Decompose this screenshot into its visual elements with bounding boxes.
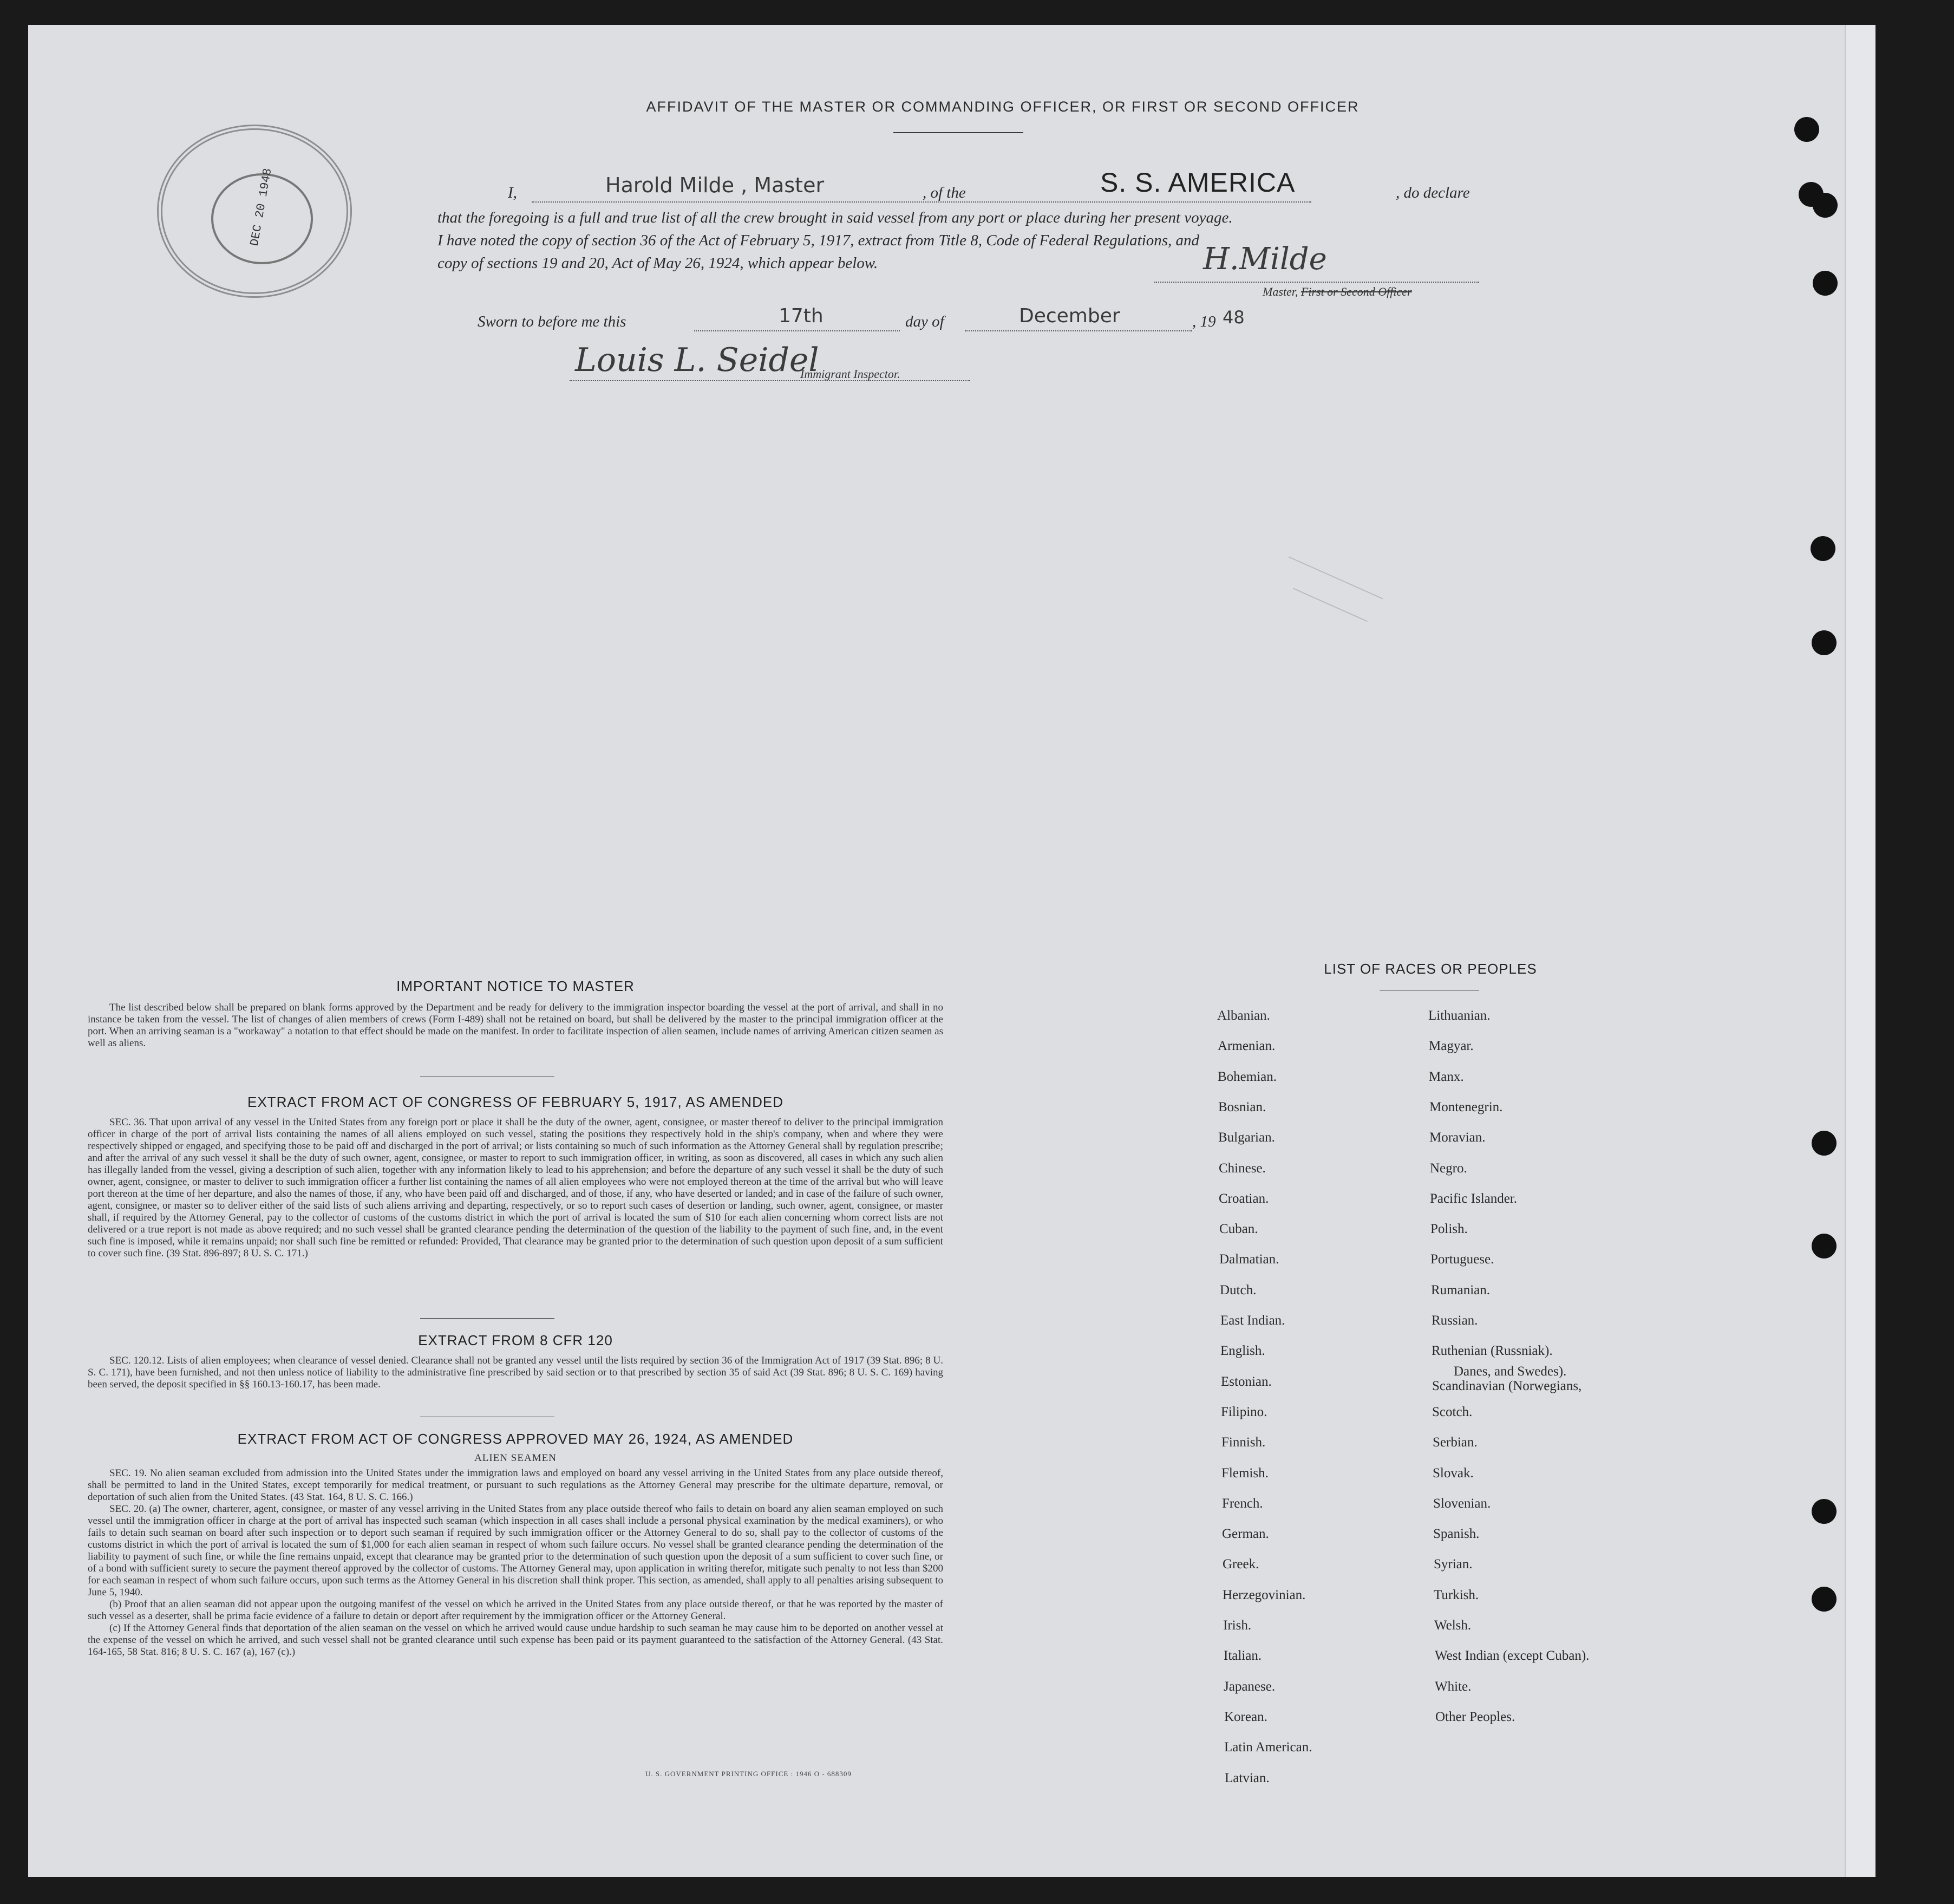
punch-hole [1812,1131,1837,1156]
punch-hole [1813,271,1838,296]
race-item: Armenian. [1218,1039,1276,1053]
race-item: Lithuanian. [1428,1008,1491,1023]
master-signature: H.Milde [1203,242,1327,277]
sworn-month: December [1019,305,1120,327]
race-item: Manx. [1429,1070,1464,1084]
race-item: Japanese. [1224,1679,1276,1694]
extract-8cfr-paragraph: SEC. 120.12. Lists of alien employees; when clearance of vessel denied. Clearance shall not be granted any vessel until the lists required by section 36 of the Immigration Act of 1917 (39 Stat. 896; 8 U. S. C. 171), have been furnished, and not then unless notice of liability to the administrative fine prescribed by said section or to that prescribed by section 35 of said Act (39 Stat. 896; 8 U. S. C. 169) having been served, the deposit specified in §§ 160.13-160.17, has been made. [88,1355,943,1390]
race-item: Ruthenian (Russniak). [1432,1344,1553,1358]
affidavit-line-3: I have noted the copy of section 36 of the Act of February 5, 1917, extract from Title 8, Code of Federal Regulations, and [437,232,1200,249]
race-item: Polish. [1430,1222,1468,1236]
inspector-signature: Louis L. Seidel [575,341,819,379]
race-item: Estonian. [1221,1374,1272,1389]
extract-1924-title: EXTRACT FROM ACT OF CONGRESS APPROVED MAY 26, 1924, AS AMENDED [237,1431,794,1447]
master-caption-struck: First or Second Officer [1301,285,1412,298]
race-item: Slovenian. [1433,1496,1491,1511]
sworn-day: 17th [779,305,824,327]
races-left-column [1217,1008,1423,1831]
race-item: English. [1220,1344,1265,1358]
race-item: Magyar. [1429,1039,1474,1053]
race-item: Syrian. [1434,1557,1473,1572]
day-of-label: day of [905,313,944,330]
extract-8cfr-title: EXTRACT FROM 8 CFR 120 [418,1332,613,1348]
extract-1917-divider [420,1318,554,1319]
section-20c-paragraph: (c) If the Attorney General finds that deportation of the alien seaman on the vessel on which he arrived would cause undue hardship to such seaman he may cause him to be deported on another vessel at the expense of the vessel on which he arrived, and such vessel shall not be granted clearance until such expense has been paid or its payment guaranteed to the satisfaction of the Attorney General. (43 Stat. 164-165, 58 Stat. 816; 8 U. S. C. 167 (a), 167 (c).) [88,1622,943,1658]
race-item: Scotch. [1432,1405,1473,1419]
paper-smudge [1293,588,1368,622]
race-item: West Indian (except Cuban). [1435,1648,1590,1663]
gpo-imprint: U. S. GOVERNMENT PRINTING OFFICE : 1946 O - 688309 [645,1770,852,1778]
do-declare-label: , do declare [1396,184,1470,201]
of-the-label: , of the [923,184,966,201]
race-item: French. [1222,1496,1263,1511]
race-item: Slovak. [1433,1466,1474,1481]
notice-title: IMPORTANT NOTICE TO MASTER [396,978,635,994]
punch-hole [1812,1499,1837,1524]
section-20a-paragraph: SEC. 20. (a) The owner, charterer, agent, consignee, or master of any vessel arriving in the United States from any place outside thereof who fails to detain on board any alien seaman employed on such vessel until the immigration officer in charge at the port of arrival has inspected such seaman (which inspection in all cases shall include a personal physical examination by the medical examiners), or who fails to detain such seaman on board after such inspection or to deport such seaman if required by such immigration officer or the Attorney General to do so, shall pay to the collector of customs of the customs district in which the port of arrival is located the sum of $1,000 for each alien seaman in respect of whom such failure occurs. No vessel shall be granted clearance pending the determination of the liability to payment of such fine, or while the fine remains unpaid, except that clearance may be granted prior to the determination of such question upon the deposit of a sum sufficient to cover such fine, or of a bond with sufficient surety to secure the payment thereof approved by the collector of customs. The Attorney General may, upon application in writing therefor, mitigate such penalty to not less than $200 for each seaman in respect of whom such failure occurs, upon such terms as the Attorney General in his discretion shall think proper. This section, as amended, shall apply to all penalties arising subsequent to June 5, 1940. [88,1503,943,1598]
master-caption [1263,285,1412,299]
year-prefix: , 19 [1192,313,1216,330]
master-caption-master: Master, [1263,285,1298,298]
i-label: I, [508,184,517,201]
races-right-column [1428,1008,1710,1831]
ship-name: S. S. AMERICA [1100,167,1296,198]
inspector-caption: Immigrant Inspector. [800,367,900,381]
race-item: Cuban. [1219,1222,1258,1236]
race-item: German. [1222,1527,1269,1541]
race-item: Russian. [1432,1313,1478,1328]
section-19-paragraph: SEC. 19. No alien seaman excluded from admission into the United States under the immigration laws and employed on board any vessel arriving in the United States from any place outside thereof, shall be permitted to land in the United States, except temporarily for medical treatment, or pursuant to such regulations as the Attorney General may prescribe for the ultimate departure, removal, or deportation of such alien from the United States. (43 Stat. 164, 8 U. S. C. 166.) [88,1468,943,1503]
race-item: Bohemian. [1218,1070,1277,1084]
race-item: Korean. [1224,1710,1267,1724]
stamp-date: DEC 20 1948 [247,167,275,247]
race-item: Filipino. [1221,1405,1267,1419]
race-item: Danes, and Swedes). [1454,1364,1567,1379]
punch-hole [1812,1234,1837,1259]
punch-hole [1794,117,1819,142]
affidavit-line-4: copy of sections 19 and 20, Act of May 26, 1924, which appear below. [437,255,878,272]
race-item: Turkish. [1434,1588,1479,1602]
extract-1924-subtitle: ALIEN SEAMEN [474,1452,557,1464]
race-item: Finnish. [1221,1435,1266,1450]
page-edge [1845,25,1875,1877]
race-item: Greek. [1223,1557,1259,1572]
port-stamp [157,125,352,298]
sworn-label: Sworn to before me this [478,313,626,330]
race-item: Albanian. [1217,1008,1270,1023]
extract-1924-body [88,1468,943,1658]
punch-hole [1811,536,1835,561]
race-item: Italian. [1224,1648,1262,1663]
race-item: Croatian. [1219,1191,1269,1206]
race-item: Scandinavian (Norwegians, [1432,1379,1582,1393]
race-item: Dutch. [1220,1283,1257,1297]
race-item: Bulgarian. [1218,1130,1275,1145]
master-name: Harold Milde , Master [605,173,825,197]
notice-paragraph: The list described below shall be prepared on blank forms approved by the Department and be ready for delivery to the immigration inspector boarding the vessel at the port of arrival, and shall in no instance be taken from the vessel. The list of changes of alien members of crews (Form I-489) shall not be retained on board, but shall be delivered by the master to the principal immigration officer at the port. When an arriving seaman is a "workaway" a notation to that effect should be made on the manifest. In order to facilitate inspection of alien seamen, include names of arriving American citizen seamen as well as aliens. [88,1002,943,1049]
race-item: Other Peoples. [1435,1710,1515,1724]
race-item: East Indian. [1220,1313,1285,1328]
race-item: Flemish. [1221,1466,1269,1481]
race-item: Spanish. [1433,1527,1480,1541]
affidavit-title: AFFIDAVIT OF THE MASTER OR COMMANDING OFFICER, OR FIRST OR SECOND OFFICER [646,99,1360,115]
race-item: Welsh. [1434,1618,1472,1633]
document-page [28,25,1875,1877]
affidavit-line-2: that the foregoing is a full and true list of all the crew brought in said vessel from any port or place during her present voyage. [437,209,1233,226]
race-item: Bosnian. [1218,1100,1266,1114]
punch-hole [1813,193,1838,218]
race-item: Herzegovinian. [1223,1588,1306,1602]
races-title: LIST OF RACES OR PEOPLES [1324,961,1537,977]
race-item: Dalmatian. [1219,1252,1279,1267]
master-signature-line [1154,282,1479,283]
title-divider [893,132,1023,133]
race-item: Latvian. [1225,1771,1270,1785]
race-item: Latin American. [1224,1740,1312,1755]
race-item: White. [1435,1679,1472,1694]
extract-1917-paragraph: SEC. 36. That upon arrival of any vessel in the United States from any foreign port or place it shall be the duty of the owner, agent, consignee, or master thereof to deliver to the principal immigration officer in charge of the port of arrival lists containing the names of all aliens employed on such vessel, stating the positions they respectively hold in the ship's company, when and where they were respectively shipped or engaged, and specifying those to be paid off and discharged in the port of arrival; or lists containing so much of such information as the Attorney General shall by regulation prescribe; and after the arrival of any such vessel it shall be the duty of such owner, agent, consignee, or master to report to such immigration officer, in writing, as soon as discovered, all cases in which any such alien has illegally landed from the vessel, giving a description of such alien, together with any information likely to lead to his apprehension; and before the departure of any such vessel it shall be the duty of such owner, agent, consignee, or master to deliver to such immigration officer a further list containing the names of all alien employees who were not employed thereon at the time of the arrival but who will leave port thereon at the time of her departure, and also the names of those, if any, who have been paid off and discharged, and of those, if any, who have deserted or landed; and in case of the failure of such owner, agent, consignee, or master so to deliver either of the said lists of such aliens arriving and departing, respectively, or so to report such cases of desertion or landing, such owner, agent, consignee, or master shall, if required by the Attorney General, pay to the collector of customs of the customs district in which the port of arrival is located the sum of $10 for each alien concerning whom correct lists are not delivered or a true report is not made as above required; and no such vessel shall be granted clearance pending the determination of the question of the liability to the payment of such fine, and, in the event such fine is imposed, while it remains unpaid; nor shall such fine be remitted or refunded: Provided, That clearance may be granted prior to the determination of such question upon deposit of a sum sufficient to cover such fine. (39 Stat. 896-897; 8 U. S. C. 171.) [88,1117,943,1259]
punch-hole [1812,630,1837,655]
race-item: Negro. [1430,1161,1467,1176]
extract-1917-title: EXTRACT FROM ACT OF CONGRESS OF FEBRUARY 5, 1917, AS AMENDED [247,1094,783,1110]
race-item: Rumanian. [1431,1283,1491,1297]
section-20b-paragraph: (b) Proof that an alien seaman did not appear upon the outgoing manifest of the vessel on which he arrived in the United States from any place outside thereof, or that he was reported by the master of such vessel as a deserter, shall be prima facie evidence of a failure to detain or deport after requirement by the immigration officer or the Attorney General. [88,1599,943,1622]
race-item: Pacific Islander. [1430,1191,1518,1206]
year-suffix: 48 [1223,307,1245,328]
race-item: Moravian. [1429,1130,1486,1145]
race-item: Irish. [1223,1618,1252,1633]
race-item: Portuguese. [1430,1252,1494,1267]
race-item: Serbian. [1433,1435,1478,1450]
race-item: Chinese. [1219,1161,1266,1176]
extract-8cfr-body [88,1355,943,1391]
punch-hole [1812,1587,1837,1612]
extract-1917-body [88,1117,943,1260]
inspector-signature-line [570,380,970,381]
race-item: Montenegrin. [1429,1100,1503,1114]
notice-body [88,1002,943,1049]
